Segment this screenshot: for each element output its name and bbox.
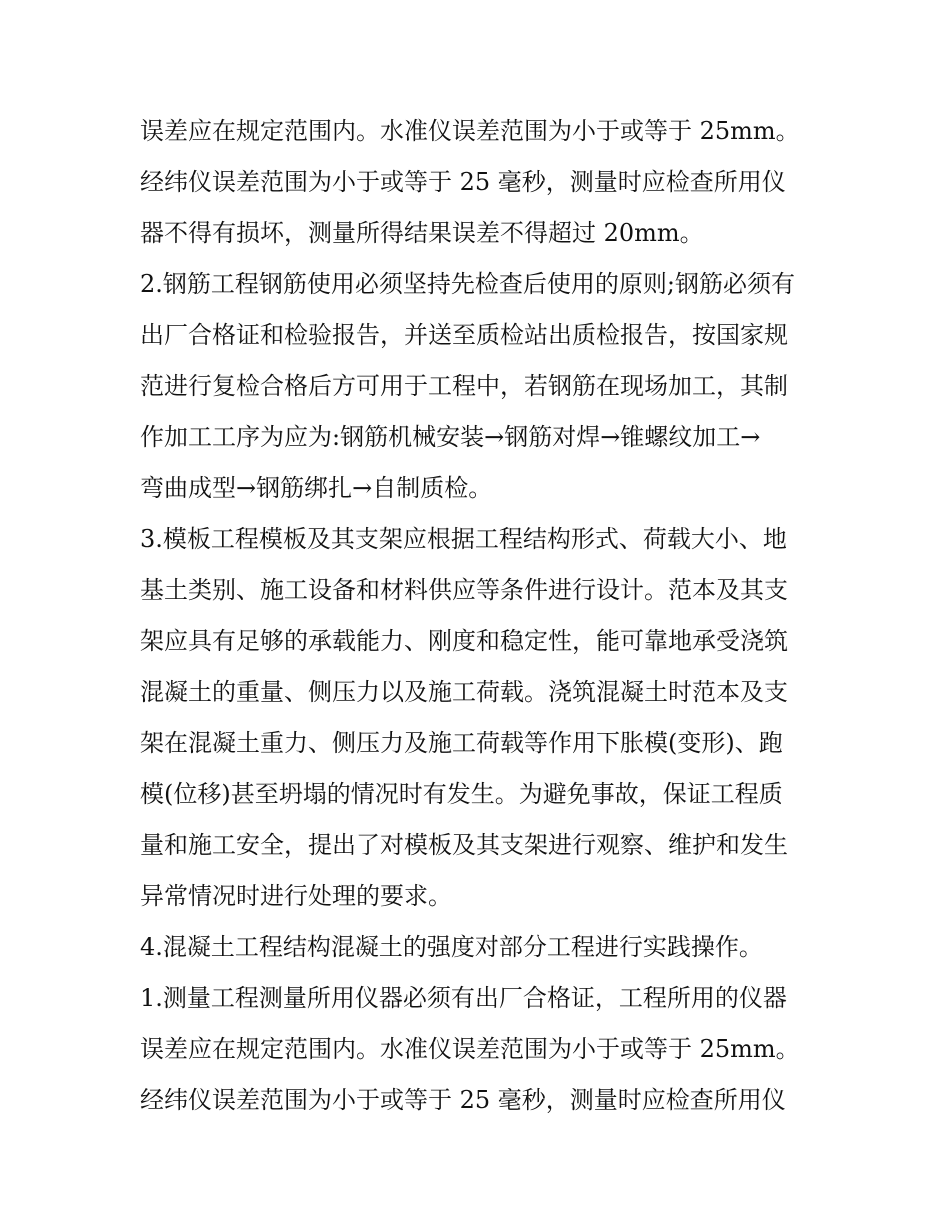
text-line: 3.模板工程模板及其支架应根据工程结构形式、荷载大小、地 [140,525,787,553]
document-body [140,106,820,1126]
text-line: 2.钢筋工程钢筋使用必须坚持先检查后使用的原则;钢筋必须有 [140,270,795,298]
text-line: 弯曲成型→钢筋绑扎→自制质检。 [140,474,493,502]
text-line: 量和施工安全，提出了对模板及其支架进行观察、维护和发生 [140,831,788,859]
text-line: 出厂合格证和检验报告，并送至质检站出质检报告，按国家规 [140,321,788,349]
text-line: 基土类别、施工设备和材料供应等条件进行设计。范本及其支 [140,576,788,604]
text-line: 经纬仪误差范围为小于或等于 25 毫秒，测量时应检查所用仪 [140,168,786,196]
text-line: 架应具有足够的承载能力、刚度和稳定性，能可靠地承受浇筑 [140,627,788,655]
text-line: 架在混凝土重力、侧压力及施工荷载等作用下胀模(变形)、跑 [140,729,783,757]
text-line: 器不得有损坏，测量所得结果误差不得超过 20mm。 [140,219,704,247]
text-line: 误差应在规定范围内。水准仪误差范围为小于或等于 25mm。 [140,117,800,145]
text-line: 误差应在规定范围内。水准仪误差范围为小于或等于 25mm。 [140,1035,800,1063]
text-line: 作加工工序为应为:钢筋机械安装→钢筋对焊→锥螺纹加工→ [140,423,761,451]
text-line: 1.测量工程测量所用仪器必须有出厂合格证，工程所用的仪器 [140,984,787,1012]
text-line: 4.混凝土工程结构混凝土的强度对部分工程进行实践操作。 [140,933,763,961]
text-line: 模(位移)甚至坍塌的情况时有发生。为避免事故，保证工程质 [140,780,783,808]
text-line: 经纬仪误差范围为小于或等于 25 毫秒，测量时应检查所用仪 [140,1086,786,1114]
text-line: 混凝土的重量、侧压力以及施工荷载。浇筑混凝土时范本及支 [140,678,788,706]
text-line: 范进行复检合格后方可用于工程中，若钢筋在现场加工，其制 [140,372,788,400]
text-line: 异常情况时进行处理的要求。 [140,882,452,910]
